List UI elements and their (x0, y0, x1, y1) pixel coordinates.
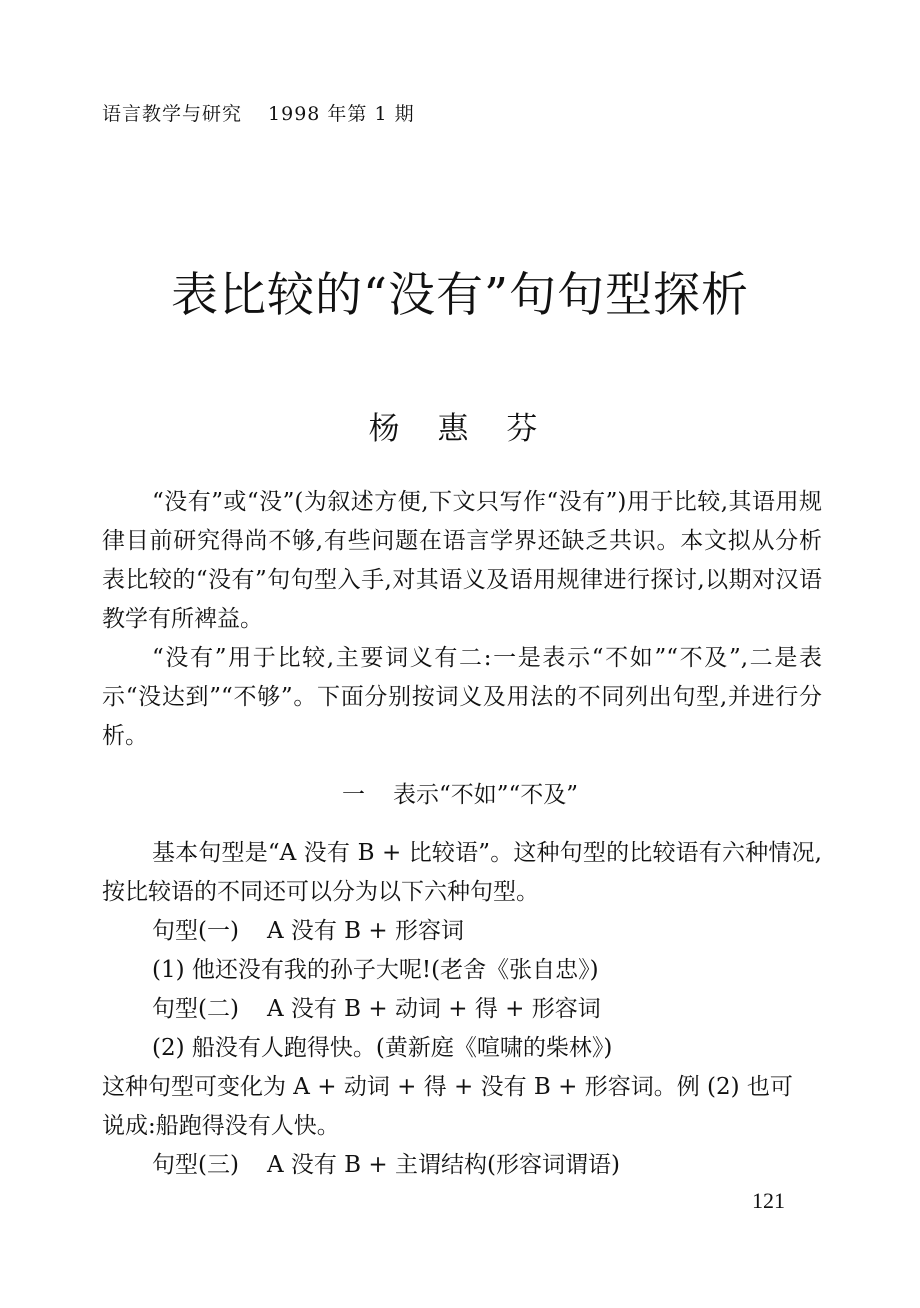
pattern-label: 句型(一) (152, 918, 239, 944)
paragraph-meanings: “没有”用于比较,主要词义有二:一是表示“不如”“不及”,二是表示“没达到”“不够”。下面分别按词义及用法的不同列出句型,并进行分析。 (102, 645, 822, 749)
pattern-3 (152, 1146, 620, 1185)
paragraph-basic-pattern: 基本句型是“A 没有 B + 比较语”。这种句型的比较语有六种情况,按比较语的不同还可以分为以下六种句型。 (102, 840, 822, 905)
pattern-2 (152, 990, 601, 1029)
pattern-formula: A 没有 B + 形容词 (266, 918, 464, 944)
journal-issue: 1998 年第 1 期 (268, 103, 415, 125)
note-line: 说成:船跑得没有人快。 (102, 1113, 340, 1139)
example-1: (1) 他还没有我的孙子大呢!(老舍《张自忠》) (152, 957, 599, 983)
paragraph-intro: “没有”或“没”(为叙述方便,下文只写作“没有”)用于比较,其语用规律目前研究得尚不够,有些问题在语言学界还缺乏共识。本文拟从分析表比较的“没有”句句型入手,对其语义及语用规律进行探讨,以期对汉语教学有所裨益。 (102, 489, 822, 632)
article-author: 杨 惠 芬 (368, 411, 552, 447)
section-title: 表示“不如”“不及” (392, 782, 579, 808)
journal-header (102, 99, 415, 126)
pattern-label: 句型(三) (152, 1152, 239, 1178)
article-title: 表比较的“没有”句句型探析 (170, 268, 750, 323)
section-number: 一 (341, 782, 365, 808)
example-2: (2) 船没有人跑得快。(黄新庭《喧啸的柴林》) (152, 1035, 613, 1061)
page-number: 121 (752, 1188, 785, 1213)
pattern-formula: A 没有 B + 动词 + 得 + 形容词 (266, 996, 601, 1022)
note-line: 这种句型可变化为 A + 动词 + 得 + 没有 B + 形容词。例 (2) 也可 (102, 1074, 793, 1100)
pattern-formula: A 没有 B + 主谓结构(形容词谓语) (266, 1152, 620, 1178)
pattern-1 (152, 912, 464, 951)
pattern-label: 句型(二) (152, 996, 239, 1022)
section-heading (0, 776, 920, 815)
journal-name: 语言教学与研究 (102, 103, 243, 125)
